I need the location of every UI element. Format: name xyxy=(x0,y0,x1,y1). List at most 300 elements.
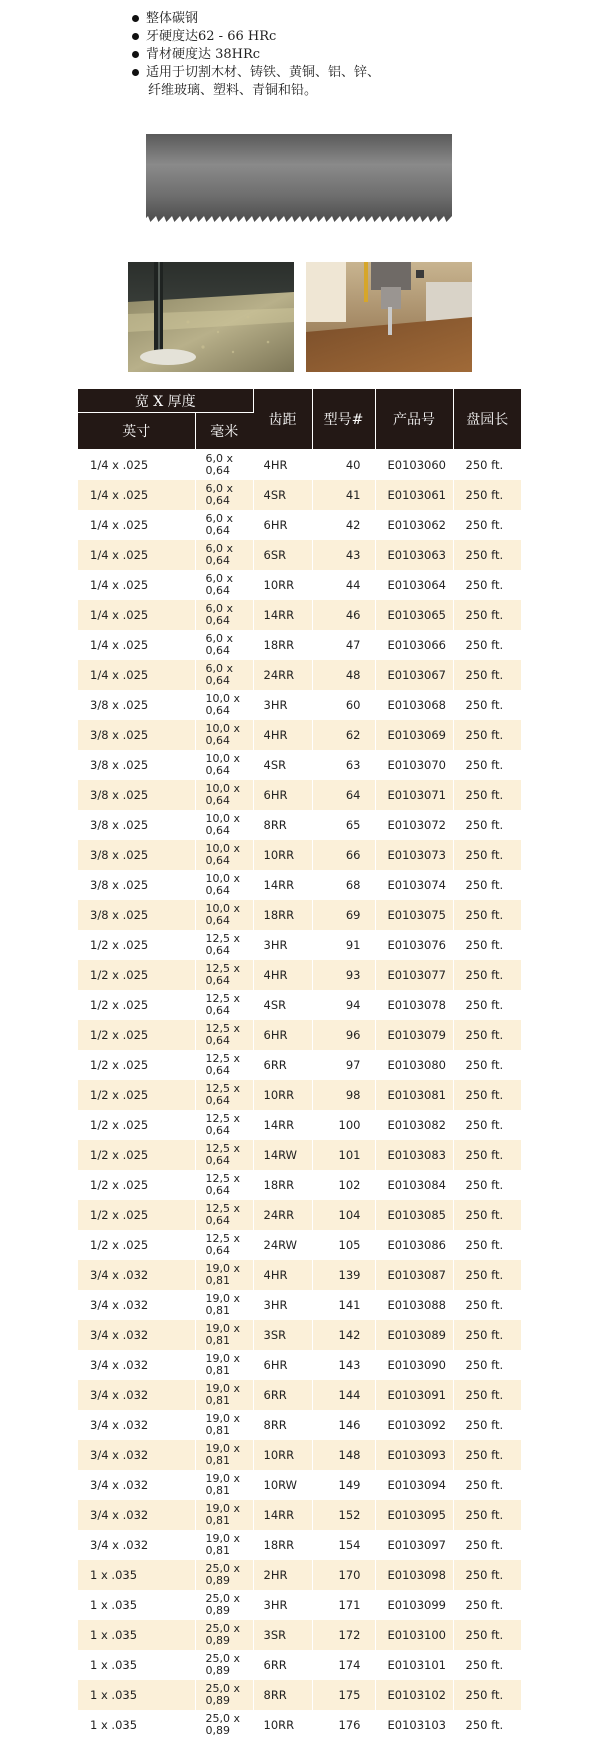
mm-thickness: 0,64 xyxy=(206,1035,253,1047)
mm-header: 毫米 xyxy=(195,413,253,450)
mm-width: 19,0 x xyxy=(206,1443,253,1455)
table-row xyxy=(78,900,521,930)
model-cell: 64 xyxy=(312,780,375,810)
mm-thickness: 0,89 xyxy=(206,1665,253,1677)
table-row xyxy=(78,1170,521,1200)
product-cell: E0103103 xyxy=(375,1710,453,1740)
product-header: 产品号 xyxy=(375,389,453,450)
mm-cell xyxy=(195,510,253,540)
mm-cell xyxy=(195,1350,253,1380)
model-cell: 142 xyxy=(312,1320,375,1350)
product-cell: E0103099 xyxy=(375,1590,453,1620)
product-cell: E0103073 xyxy=(375,840,453,870)
mm-width: 12,5 x xyxy=(206,963,253,975)
table-row xyxy=(78,990,521,1020)
mm-width: 12,5 x xyxy=(206,1143,253,1155)
coil-length-cell: 250 ft. xyxy=(453,480,521,510)
coil-length-cell: 250 ft. xyxy=(453,1410,521,1440)
coil-length-cell: 250 ft. xyxy=(453,1350,521,1380)
tpi-cell: 8RR xyxy=(253,1680,312,1710)
tpi-cell: 6RR xyxy=(253,1050,312,1080)
mm-cell xyxy=(195,750,253,780)
feature-item: 适用于切割木材、铸铁、黄铜、铝、锌、 xyxy=(146,64,566,82)
coil-length-cell: 250 ft. xyxy=(453,1260,521,1290)
table-row xyxy=(78,810,521,840)
mm-cell xyxy=(195,1500,253,1530)
tpi-cell: 14RR xyxy=(253,1500,312,1530)
tpi-cell: 14RR xyxy=(253,870,312,900)
mm-cell xyxy=(195,1230,253,1260)
tpi-cell: 3HR xyxy=(253,690,312,720)
tpi-cell: 2HR xyxy=(253,1560,312,1590)
table-row xyxy=(78,1230,521,1260)
mm-width: 6,0 x xyxy=(206,453,253,465)
model-cell: 146 xyxy=(312,1410,375,1440)
product-cell: E0103095 xyxy=(375,1500,453,1530)
mm-thickness: 0,64 xyxy=(206,915,253,927)
model-cell: 102 xyxy=(312,1170,375,1200)
mm-cell xyxy=(195,1620,253,1650)
mm-cell xyxy=(195,1410,253,1440)
mm-cell xyxy=(195,870,253,900)
mm-width: 10,0 x xyxy=(206,723,253,735)
coil-length-cell: 250 ft. xyxy=(453,570,521,600)
product-cell: E0103089 xyxy=(375,1320,453,1350)
spec-table xyxy=(78,389,521,1740)
mm-cell xyxy=(195,840,253,870)
model-cell: 66 xyxy=(312,840,375,870)
coil-length-cell: 250 ft. xyxy=(453,1560,521,1590)
mm-thickness: 0,64 xyxy=(206,1005,253,1017)
product-cell: E0103093 xyxy=(375,1440,453,1470)
model-cell: 144 xyxy=(312,1380,375,1410)
table-row xyxy=(78,1290,521,1320)
inch-cell: 3/8 x .025 xyxy=(78,900,195,930)
mm-cell xyxy=(195,1080,253,1110)
spec-table-wrapper xyxy=(78,389,521,1740)
product-cell: E0103100 xyxy=(375,1620,453,1650)
table-row xyxy=(78,1140,521,1170)
table-row xyxy=(78,450,521,481)
table-row xyxy=(78,600,521,630)
mm-width: 6,0 x xyxy=(206,603,253,615)
model-cell: 139 xyxy=(312,1260,375,1290)
mm-width: 12,5 x xyxy=(206,933,253,945)
inch-cell: 3/8 x .025 xyxy=(78,840,195,870)
model-cell: 174 xyxy=(312,1650,375,1680)
mm-width: 6,0 x xyxy=(206,483,253,495)
tpi-cell: 4HR xyxy=(253,450,312,481)
mm-thickness: 0,64 xyxy=(206,1095,253,1107)
inch-cell: 1/4 x .025 xyxy=(78,600,195,630)
product-cell: E0103068 xyxy=(375,690,453,720)
model-cell: 143 xyxy=(312,1350,375,1380)
tpi-cell: 18RR xyxy=(253,630,312,660)
mm-width: 10,0 x xyxy=(206,693,253,705)
inch-cell: 1 x .035 xyxy=(78,1680,195,1710)
mm-width: 19,0 x xyxy=(206,1293,253,1305)
coil-length-cell: 250 ft. xyxy=(453,1230,521,1260)
coil-length-cell: 250 ft. xyxy=(453,450,521,481)
mm-thickness: 0,81 xyxy=(206,1545,253,1557)
tpi-cell: 6RR xyxy=(253,1650,312,1680)
mm-cell xyxy=(195,780,253,810)
bullet-icon xyxy=(132,15,139,22)
model-cell: 62 xyxy=(312,720,375,750)
coil-length-cell: 250 ft. xyxy=(453,1710,521,1740)
tpi-cell: 14RR xyxy=(253,600,312,630)
product-cell: E0103076 xyxy=(375,930,453,960)
mm-cell xyxy=(195,900,253,930)
table-row xyxy=(78,1620,521,1650)
bullet-icon xyxy=(132,33,139,40)
coil-length-cell: 250 ft. xyxy=(453,1470,521,1500)
tpi-cell: 24RR xyxy=(253,660,312,690)
table-row xyxy=(78,690,521,720)
mm-cell xyxy=(195,1710,253,1740)
table-row xyxy=(78,630,521,660)
bandsaw-photo-right xyxy=(306,262,472,372)
table-row xyxy=(78,1410,521,1440)
model-cell: 105 xyxy=(312,1230,375,1260)
coil-length-cell: 250 ft. xyxy=(453,1380,521,1410)
tpi-cell: 8RR xyxy=(253,1410,312,1440)
tpi-cell: 10RR xyxy=(253,840,312,870)
table-row xyxy=(78,660,521,690)
coil-length-cell: 250 ft. xyxy=(453,1200,521,1230)
coil-length-cell: 250 ft. xyxy=(453,600,521,630)
mm-width: 19,0 x xyxy=(206,1503,253,1515)
mm-cell xyxy=(195,1290,253,1320)
inch-cell: 3/4 x .032 xyxy=(78,1440,195,1470)
bullet-icon xyxy=(132,51,139,58)
mm-cell xyxy=(195,1260,253,1290)
mm-thickness: 0,64 xyxy=(206,585,253,597)
mm-width: 19,0 x xyxy=(206,1413,253,1425)
inch-cell: 1/2 x .025 xyxy=(78,1110,195,1140)
table-row xyxy=(78,1020,521,1050)
tpi-cell: 6HR xyxy=(253,1020,312,1050)
coil-length-cell: 250 ft. xyxy=(453,1680,521,1710)
product-cell: E0103087 xyxy=(375,1260,453,1290)
mm-thickness: 0,64 xyxy=(206,735,253,747)
table-row xyxy=(78,1110,521,1140)
mm-thickness: 0,89 xyxy=(206,1695,253,1707)
model-cell: 152 xyxy=(312,1500,375,1530)
mm-thickness: 0,64 xyxy=(206,765,253,777)
mm-cell xyxy=(195,1020,253,1050)
mm-width: 10,0 x xyxy=(206,783,253,795)
product-cell: E0103070 xyxy=(375,750,453,780)
table-row xyxy=(78,1590,521,1620)
mm-thickness: 0,81 xyxy=(206,1365,253,1377)
mm-width: 12,5 x xyxy=(206,1083,253,1095)
coil-length-cell: 250 ft. xyxy=(453,1170,521,1200)
saw-blade-image xyxy=(146,134,452,226)
bandsaw-photo-image xyxy=(306,262,472,372)
inch-cell: 3/4 x .032 xyxy=(78,1380,195,1410)
mm-thickness: 0,64 xyxy=(206,945,253,957)
coil-length-cell: 250 ft. xyxy=(453,1530,521,1560)
bullet-icon xyxy=(132,69,139,76)
inch-cell: 1/2 x .025 xyxy=(78,930,195,960)
table-row xyxy=(78,750,521,780)
coil-length-cell: 250 ft. xyxy=(453,780,521,810)
table-row xyxy=(78,870,521,900)
model-cell: 93 xyxy=(312,960,375,990)
table-row xyxy=(78,1680,521,1710)
table-row xyxy=(78,510,521,540)
tpi-cell: 14RR xyxy=(253,1110,312,1140)
model-cell: 148 xyxy=(312,1440,375,1470)
product-cell: E0103082 xyxy=(375,1110,453,1140)
tpi-cell: 14RW xyxy=(253,1140,312,1170)
mm-width: 10,0 x xyxy=(206,873,253,885)
table-row xyxy=(78,1500,521,1530)
tpi-cell: 10RR xyxy=(253,1710,312,1740)
mm-width: 19,0 x xyxy=(206,1353,253,1365)
coil-length-cell: 250 ft. xyxy=(453,1020,521,1050)
inch-cell: 3/4 x .032 xyxy=(78,1470,195,1500)
inch-cell: 3/4 x .032 xyxy=(78,1320,195,1350)
model-cell: 104 xyxy=(312,1200,375,1230)
inch-cell: 1/4 x .025 xyxy=(78,540,195,570)
model-cell: 94 xyxy=(312,990,375,1020)
tpi-cell: 18RR xyxy=(253,1170,312,1200)
tpi-cell: 3HR xyxy=(253,1290,312,1320)
model-cell: 68 xyxy=(312,870,375,900)
coil-length-cell: 250 ft. xyxy=(453,1650,521,1680)
product-cell: E0103078 xyxy=(375,990,453,1020)
inch-cell: 1/2 x .025 xyxy=(78,1140,195,1170)
table-row xyxy=(78,1530,521,1560)
coil-length-cell: 250 ft. xyxy=(453,840,521,870)
coil-length-cell: 250 ft. xyxy=(453,750,521,780)
mm-cell xyxy=(195,960,253,990)
coil-length-cell: 250 ft. xyxy=(453,870,521,900)
coil-length-cell: 250 ft. xyxy=(453,1620,521,1650)
product-cell: E0103090 xyxy=(375,1350,453,1380)
model-cell: 65 xyxy=(312,810,375,840)
mm-cell xyxy=(195,1590,253,1620)
coil-length-cell: 250 ft. xyxy=(453,1050,521,1080)
mm-width: 19,0 x xyxy=(206,1383,253,1395)
table-row xyxy=(78,1260,521,1290)
model-cell: 60 xyxy=(312,690,375,720)
mm-thickness: 0,89 xyxy=(206,1605,253,1617)
table-row xyxy=(78,1350,521,1380)
inch-header: 英寸 xyxy=(78,413,195,450)
mm-width: 12,5 x xyxy=(206,1233,253,1245)
product-cell: E0103101 xyxy=(375,1650,453,1680)
product-cell: E0103081 xyxy=(375,1080,453,1110)
mm-cell xyxy=(195,480,253,510)
model-cell: 97 xyxy=(312,1050,375,1080)
model-cell: 91 xyxy=(312,930,375,960)
table-row xyxy=(78,1320,521,1350)
tpi-cell: 4SR xyxy=(253,750,312,780)
table-row xyxy=(78,720,521,750)
inch-cell: 3/4 x .032 xyxy=(78,1500,195,1530)
inch-cell: 3/8 x .025 xyxy=(78,810,195,840)
mm-thickness: 0,64 xyxy=(206,795,253,807)
tpi-cell: 6RR xyxy=(253,1380,312,1410)
inch-cell: 3/8 x .025 xyxy=(78,750,195,780)
mm-width: 10,0 x xyxy=(206,903,253,915)
coil-length-cell: 250 ft. xyxy=(453,660,521,690)
mm-cell xyxy=(195,720,253,750)
tpi-cell: 3HR xyxy=(253,1590,312,1620)
mm-thickness: 0,64 xyxy=(206,675,253,687)
tpi-cell: 6HR xyxy=(253,510,312,540)
mm-thickness: 0,81 xyxy=(206,1305,253,1317)
inch-cell: 3/8 x .025 xyxy=(78,870,195,900)
mm-width: 10,0 x xyxy=(206,843,253,855)
mm-thickness: 0,64 xyxy=(206,825,253,837)
product-cell: E0103102 xyxy=(375,1680,453,1710)
product-cell: E0103094 xyxy=(375,1470,453,1500)
tpi-cell: 18RR xyxy=(253,1530,312,1560)
mm-thickness: 0,64 xyxy=(206,525,253,537)
coil-length-cell: 250 ft. xyxy=(453,1320,521,1350)
product-cell: E0103075 xyxy=(375,900,453,930)
product-cell: E0103061 xyxy=(375,480,453,510)
inch-cell: 1 x .035 xyxy=(78,1590,195,1620)
mm-thickness: 0,89 xyxy=(206,1635,253,1647)
coil-length-cell: 250 ft. xyxy=(453,540,521,570)
product-cell: E0103062 xyxy=(375,510,453,540)
product-cell: E0103092 xyxy=(375,1410,453,1440)
model-cell: 149 xyxy=(312,1470,375,1500)
product-cell: E0103063 xyxy=(375,540,453,570)
mm-width: 10,0 x xyxy=(206,753,253,765)
inch-cell: 1/2 x .025 xyxy=(78,1170,195,1200)
spec-table-body xyxy=(78,450,521,1740)
mm-cell xyxy=(195,1170,253,1200)
mm-thickness: 0,64 xyxy=(206,975,253,987)
tpi-cell: 4SR xyxy=(253,480,312,510)
coil-length-cell: 250 ft. xyxy=(453,960,521,990)
model-cell: 46 xyxy=(312,600,375,630)
inch-cell: 1/4 x .025 xyxy=(78,510,195,540)
mm-cell xyxy=(195,1200,253,1230)
table-row xyxy=(78,1440,521,1470)
inch-cell: 1/2 x .025 xyxy=(78,1200,195,1230)
mm-cell xyxy=(195,1140,253,1170)
model-cell: 175 xyxy=(312,1680,375,1710)
table-row xyxy=(78,1050,521,1080)
feature-list xyxy=(146,10,566,100)
cutting-photo-image xyxy=(128,262,294,372)
mm-cell xyxy=(195,450,253,481)
mm-width: 19,0 x xyxy=(206,1323,253,1335)
coil-length-header: 盘园长 xyxy=(453,389,521,450)
mm-width: 6,0 x xyxy=(206,543,253,555)
inch-cell: 1 x .035 xyxy=(78,1650,195,1680)
tpi-cell: 4SR xyxy=(253,990,312,1020)
coil-length-cell: 250 ft. xyxy=(453,1140,521,1170)
inch-cell: 3/4 x .032 xyxy=(78,1530,195,1560)
tpi-cell: 6SR xyxy=(253,540,312,570)
mm-thickness: 0,64 xyxy=(206,495,253,507)
table-row xyxy=(78,480,521,510)
mm-cell xyxy=(195,1680,253,1710)
coil-length-cell: 250 ft. xyxy=(453,1500,521,1530)
model-cell: 172 xyxy=(312,1620,375,1650)
mm-thickness: 0,81 xyxy=(206,1485,253,1497)
model-cell: 40 xyxy=(312,450,375,481)
inch-cell: 3/4 x .032 xyxy=(78,1290,195,1320)
inch-cell: 3/8 x .025 xyxy=(78,720,195,750)
mm-cell xyxy=(195,600,253,630)
header-row-group xyxy=(78,389,521,413)
inch-cell: 1/4 x .025 xyxy=(78,660,195,690)
table-row xyxy=(78,930,521,960)
inch-cell: 1/2 x .025 xyxy=(78,1080,195,1110)
product-cell: E0103079 xyxy=(375,1020,453,1050)
product-cell: E0103097 xyxy=(375,1530,453,1560)
product-cell: E0103072 xyxy=(375,810,453,840)
mm-cell xyxy=(195,630,253,660)
mm-thickness: 0,81 xyxy=(206,1335,253,1347)
tpi-cell: 4HR xyxy=(253,1260,312,1290)
product-cell: E0103086 xyxy=(375,1230,453,1260)
coil-length-cell: 250 ft. xyxy=(453,990,521,1020)
mm-thickness: 0,81 xyxy=(206,1275,253,1287)
mm-thickness: 0,89 xyxy=(206,1575,253,1587)
product-cell: E0103065 xyxy=(375,600,453,630)
inch-cell: 1 x .035 xyxy=(78,1560,195,1590)
inch-cell: 1 x .035 xyxy=(78,1620,195,1650)
coil-length-cell: 250 ft. xyxy=(453,900,521,930)
mm-thickness: 0,81 xyxy=(206,1515,253,1527)
coil-length-cell: 250 ft. xyxy=(453,810,521,840)
mm-cell xyxy=(195,1110,253,1140)
width-thickness-header: 宽 X 厚度 xyxy=(78,389,253,413)
coil-length-cell: 250 ft. xyxy=(453,1440,521,1470)
mm-thickness: 0,81 xyxy=(206,1395,253,1407)
inch-cell: 1/2 x .025 xyxy=(78,1050,195,1080)
tpi-cell: 6HR xyxy=(253,1350,312,1380)
mm-cell xyxy=(195,570,253,600)
mm-cell xyxy=(195,1470,253,1500)
mm-width: 12,5 x xyxy=(206,1053,253,1065)
model-cell: 141 xyxy=(312,1290,375,1320)
tpi-cell: 4HR xyxy=(253,960,312,990)
table-row xyxy=(78,570,521,600)
inch-cell: 1/2 x .025 xyxy=(78,990,195,1020)
mm-cell xyxy=(195,930,253,960)
mm-width: 25,0 x xyxy=(206,1683,253,1695)
model-cell: 48 xyxy=(312,660,375,690)
mm-thickness: 0,64 xyxy=(206,465,253,477)
product-cell: E0103064 xyxy=(375,570,453,600)
product-cell: E0103080 xyxy=(375,1050,453,1080)
mm-cell xyxy=(195,690,253,720)
inch-cell: 1/4 x .025 xyxy=(78,630,195,660)
mm-width: 25,0 x xyxy=(206,1653,253,1665)
inch-cell: 1/2 x .025 xyxy=(78,960,195,990)
product-cell: E0103066 xyxy=(375,630,453,660)
mm-thickness: 0,64 xyxy=(206,1125,253,1137)
coil-length-cell: 250 ft. xyxy=(453,630,521,660)
product-cell: E0103085 xyxy=(375,1200,453,1230)
mm-thickness: 0,64 xyxy=(206,1065,253,1077)
mm-width: 19,0 x xyxy=(206,1473,253,1485)
table-row xyxy=(78,1710,521,1740)
tpi-cell: 24RR xyxy=(253,1200,312,1230)
mm-width: 6,0 x xyxy=(206,513,253,525)
